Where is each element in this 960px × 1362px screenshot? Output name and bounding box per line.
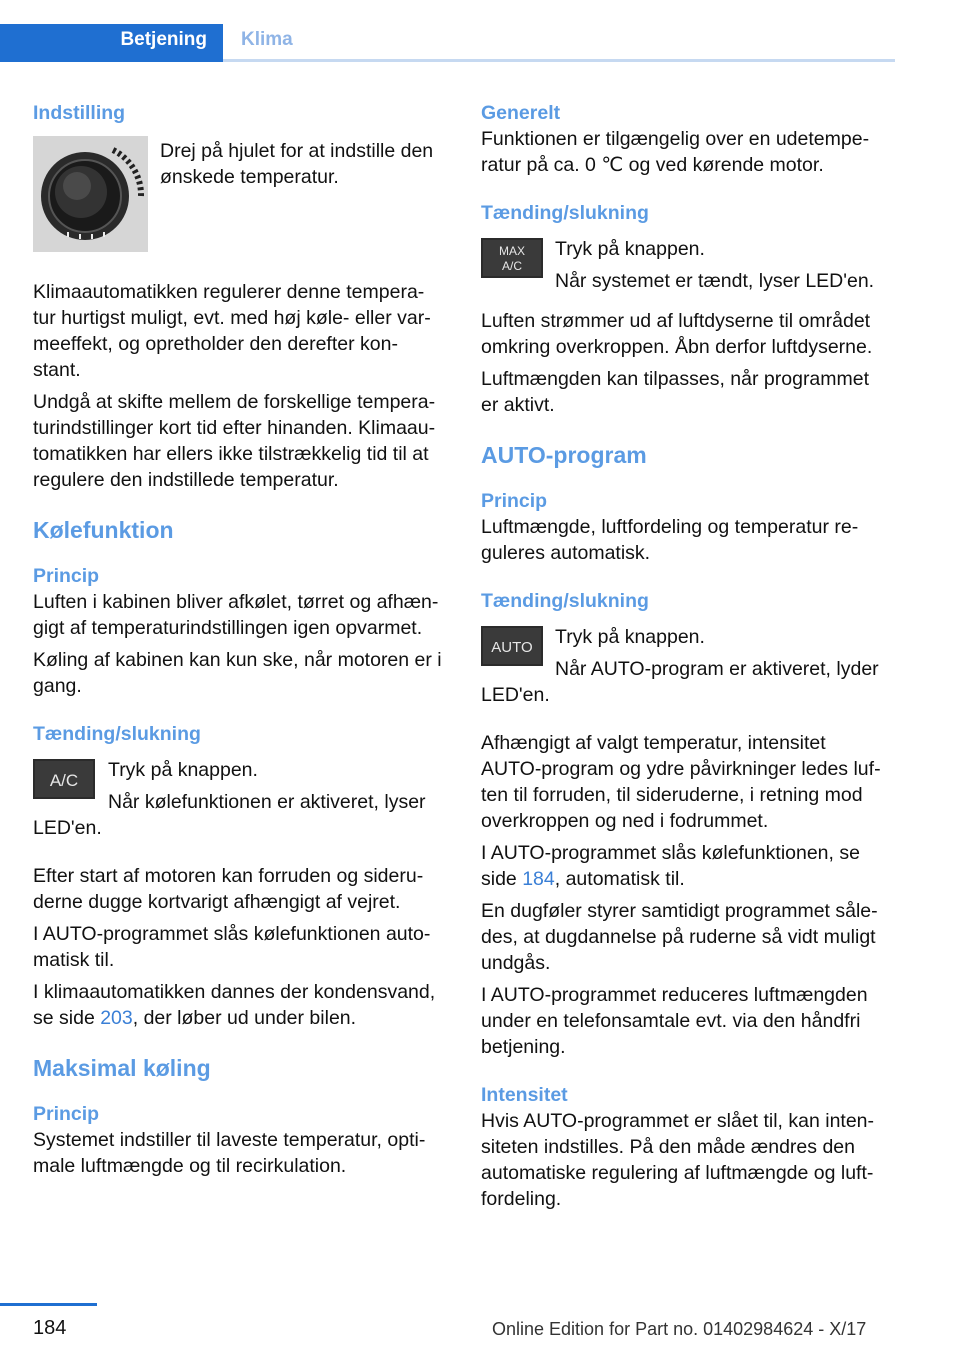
page-link-203[interactable]: 203 bbox=[100, 1007, 133, 1029]
ac-text-2: Når kølefunktionen er aktiveret, lyser bbox=[108, 791, 426, 813]
luftm-line: er aktivt. bbox=[481, 394, 555, 416]
dug-line: des, at dugdannelse på ruderne så vidt muligt bbox=[481, 926, 876, 948]
auto-line: I AUTO-programmet slås kølefunktionen auto- bbox=[33, 923, 431, 945]
maxac-text-2: Når systemet er tændt, lyser LED'en. bbox=[555, 270, 875, 292]
heading-princip: Princip bbox=[481, 490, 548, 512]
afh-line: AUTO-program og ydre påvirkninger ledes luf- bbox=[481, 758, 881, 780]
footer-divider bbox=[0, 1303, 97, 1306]
kondens-line-1: I klimaautomatikken dannes der kondensvand, bbox=[33, 981, 436, 1003]
princip-line: Luftmængde, luftfordeling og temperatur re- bbox=[481, 516, 859, 538]
max-ac-label-1: MAX bbox=[498, 244, 526, 258]
heading-taending: Tænding/slukning bbox=[481, 202, 649, 224]
ac-text-1: Tryk på knappen. bbox=[108, 759, 258, 781]
reduc-line: under en telefonsamtale evt. via den håndfri bbox=[481, 1010, 861, 1032]
kole-line-2 bbox=[481, 866, 895, 892]
heading-taending: Tænding/slukning bbox=[33, 723, 201, 745]
kole-text: , automatisk til. bbox=[554, 868, 685, 890]
ac-text-3: LED'en. bbox=[33, 817, 102, 839]
auto-text-2: Når AUTO-program er aktiveret, lyder bbox=[555, 658, 879, 680]
heading-auto-program: AUTO-program bbox=[481, 442, 647, 468]
afh-line: ten til forruden, til sideruderne, i retning mod bbox=[481, 784, 863, 806]
luften-line: omkring overkroppen. Åbn derfor luftdyserne. bbox=[481, 336, 873, 358]
afh-line: overkroppen og ned i fodrummet. bbox=[481, 810, 769, 832]
auto-line: matisk til. bbox=[33, 949, 115, 971]
right-column bbox=[481, 100, 895, 1212]
undga-para-line: tomatikken har ellers ikke tilstrækkelig tid til at bbox=[33, 443, 429, 465]
auto-button-image bbox=[481, 626, 543, 673]
heading-princip-2: Princip bbox=[33, 1103, 100, 1125]
tab-betjening-label: Betjening bbox=[120, 29, 207, 50]
heading-kolefunktion: Kølefunktion bbox=[33, 517, 174, 543]
left-column bbox=[33, 100, 451, 1179]
efter-line: derne dugge kortvarigt afhængigt af vejret. bbox=[33, 891, 401, 913]
princip2-line: male luftmængde og til recirkulation. bbox=[33, 1155, 347, 1177]
heading-generelt: Generelt bbox=[481, 102, 561, 124]
intensitet-line: fordeling. bbox=[481, 1188, 562, 1210]
undga-para-line: turindstillinger kort tid efter hinanden. Klimaau- bbox=[33, 417, 436, 439]
klima-para-line: Klimaautomatikken regulerer denne tempera- bbox=[33, 281, 425, 303]
klima-para-line: meeffekt, og opretholder den derefter kon- bbox=[33, 333, 398, 355]
maxac-text-1: Tryk på knappen. bbox=[555, 238, 705, 260]
heading-taending-2: Tænding/slukning bbox=[481, 590, 649, 612]
heading-princip: Princip bbox=[33, 565, 100, 587]
indstilling-text-2: ønskede temperatur. bbox=[160, 166, 339, 188]
generelt-line: ratur på ca. 0 ℃ og ved kørende motor. bbox=[481, 154, 824, 176]
dug-line: undgås. bbox=[481, 952, 551, 974]
princip2-line: Systemet indstiller til laveste temperatur, opti- bbox=[33, 1129, 426, 1151]
kondens-text: se side bbox=[33, 1007, 101, 1029]
auto-button-label: AUTO bbox=[491, 639, 533, 656]
max-ac-label-2: A/C bbox=[501, 259, 523, 273]
princip-line: Luften i kabinen bliver afkølet, tørret og afhæn- bbox=[33, 591, 439, 613]
auto-text-3: LED'en. bbox=[481, 684, 550, 706]
afh-line: Afhængigt af valgt temperatur, intensitet bbox=[481, 732, 826, 754]
heading-maksimal-koling: Maksimal køling bbox=[33, 1055, 211, 1081]
intensitet-line: automatiske regulering af luftmængde og luft- bbox=[481, 1162, 874, 1184]
reduc-line: betjening. bbox=[481, 1036, 566, 1058]
max-ac-button-image bbox=[481, 238, 543, 285]
reduc-line: I AUTO-programmet reduceres luftmængden bbox=[481, 984, 868, 1006]
intensitet-line: siteten indstilles. På den måde ændres den bbox=[481, 1136, 855, 1158]
header-divider bbox=[223, 59, 895, 62]
luften-line: Luften strømmer ud af luftdyserne til området bbox=[481, 310, 871, 332]
undga-para-line: regulere den indstillede temperatur. bbox=[33, 469, 339, 491]
generelt-line: Funktionen er tilgængelig over en udetempe- bbox=[481, 128, 870, 150]
kole-text: side bbox=[481, 868, 523, 890]
ac-button-label: A/C bbox=[49, 771, 79, 790]
dug-line: En dugføler styrer samtidigt programmet såle- bbox=[481, 900, 878, 922]
heading-indstilling: Indstilling bbox=[33, 102, 126, 124]
princip-line: guleres automatisk. bbox=[481, 542, 651, 564]
tab-klima-label: Klima bbox=[241, 29, 293, 50]
kondens-line-2 bbox=[33, 1005, 451, 1031]
indstilling-text-1: Drej på hjulet for at indstille den bbox=[160, 140, 434, 162]
temperature-dial-image bbox=[33, 136, 148, 259]
efter-line: Efter start af motoren kan forruden og sideru- bbox=[33, 865, 424, 887]
edition-footer: Online Edition for Part no. 01402984624 - X/17 bbox=[492, 1319, 867, 1339]
undga-para-line: Undgå at skifte mellem de forskellige tempera- bbox=[33, 391, 436, 413]
header-bar bbox=[0, 0, 895, 62]
ac-button-image bbox=[33, 759, 95, 806]
intensitet-line: Hvis AUTO-programmet er slået til, kan inten- bbox=[481, 1110, 875, 1132]
luftm-line: Luftmængden kan tilpasses, når programmet bbox=[481, 368, 870, 390]
klima-para-line: tur hurtigst muligt, evt. med høj køle- eller var- bbox=[33, 307, 431, 329]
princip-line: gigt af temperaturindstillingen igen opvarmet. bbox=[33, 617, 423, 639]
koling-line: Køling af kabinen kan kun ske, når motoren er i bbox=[33, 649, 442, 671]
kole-line-1: I AUTO-programmet slås kølefunktionen, se bbox=[481, 842, 860, 864]
heading-intensitet: Intensitet bbox=[481, 1084, 568, 1106]
klima-para-line: stant. bbox=[33, 359, 81, 381]
page-link-184[interactable]: 184 bbox=[522, 868, 555, 890]
page-number: 184 bbox=[33, 1317, 67, 1339]
koling-line: gang. bbox=[33, 675, 82, 697]
tab-betjening[interactable] bbox=[0, 24, 223, 62]
auto-text-1: Tryk på knappen. bbox=[555, 626, 705, 648]
kondens-text: , der løber ud under bilen. bbox=[132, 1007, 357, 1029]
